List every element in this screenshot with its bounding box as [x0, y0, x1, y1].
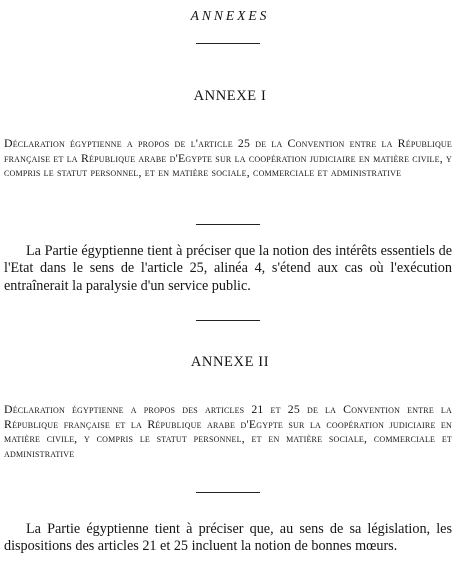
annex-1-declaration-divider — [196, 224, 260, 225]
annex-1-title: ANNEXE I — [193, 88, 267, 104]
annex-1-body: La Partie égyptienne tient à préciser que la notion des intérêts essentiels de l'Etat dans le sens de l'article 25, alinéa 4, s'étend aux cas où l'exécution entraînerait la paralysie d'un service public. — [4, 243, 452, 294]
annex-1-declaration: Déclaration égyptienne a propos de l'article 25 de la Convention entre la République française et la République arabe d'Egypte sur la coopération judiciaire en matière civile, y compris le statut personnel, et en matière sociale, commerciale et administrative — [4, 136, 452, 180]
header-divider — [196, 43, 260, 44]
annex-1-divider — [196, 320, 260, 321]
annex-2-title: ANNEXE II — [190, 354, 270, 370]
annex-2-declaration-divider — [196, 492, 260, 493]
annex-2-body: La Partie égyptienne tient à préciser que, au sens de sa législation, les dispositions des articles 21 et 25 incluent la notion de bonnes mœurs. — [4, 521, 452, 555]
annexes-header: ANNEXES — [190, 8, 270, 23]
annex-2-declaration: Déclaration égyptienne a propos des articles 21 et 25 de la Convention entre la République française et la République arabe d'Egypte sur la coopération judiciaire en matière civile, y compris le statut personnel, et en matière sociale, commerciale et administrative — [4, 402, 452, 460]
